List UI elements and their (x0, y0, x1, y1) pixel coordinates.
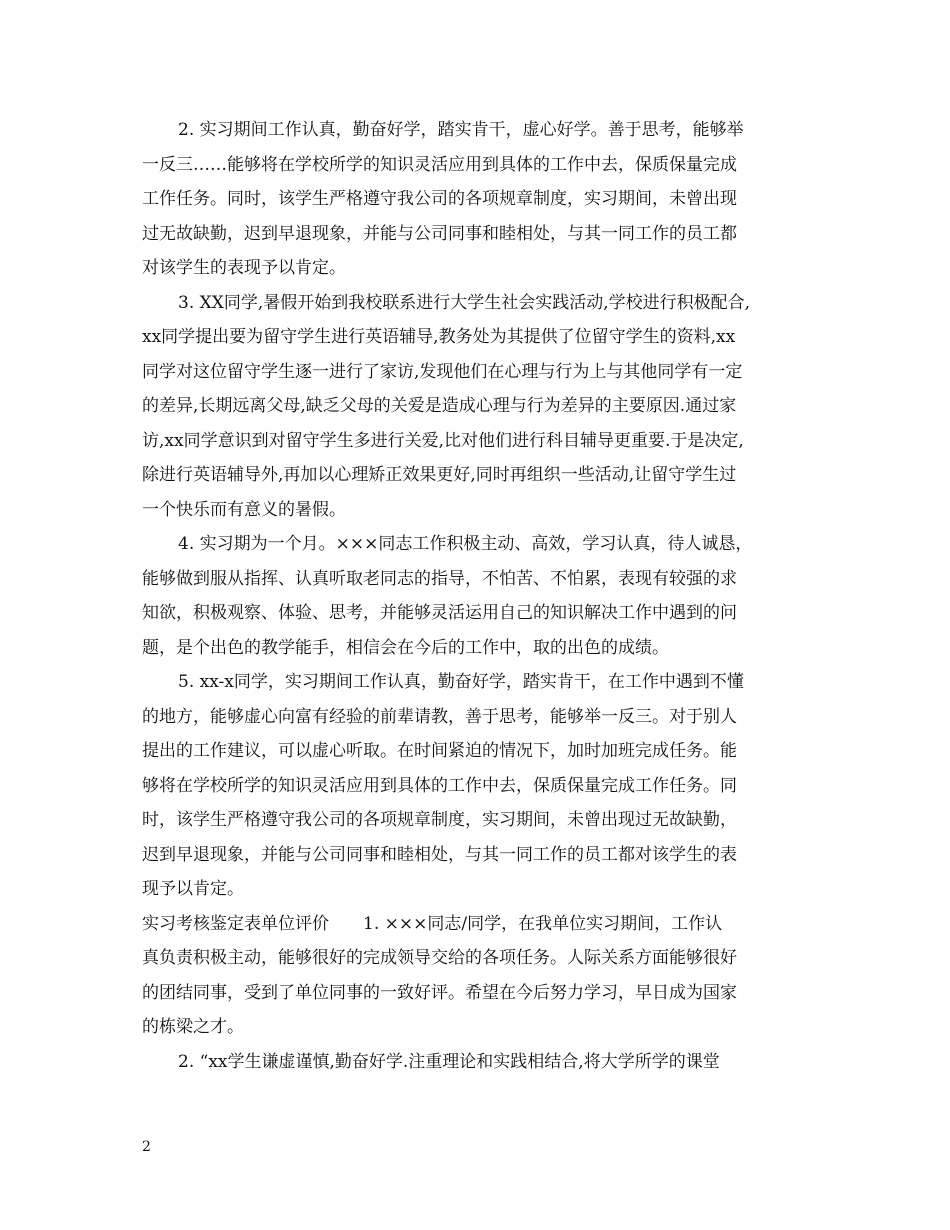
text-line: 时，该学生严格遵守我公司的各项规章制度，实习期间，未曾出现过无故缺勤， (142, 810, 737, 830)
text-line: 实习考核鉴定表单位评价 1. ×××同志/同学，在我单位实习期间，工作认 (142, 913, 723, 934)
text-line: 的地方，能够虚心向富有经验的前辈请教，善于思考，能够举一反三。对于别人 (142, 706, 737, 727)
text-line: 2. 实习期间工作认真，勤奋好学，踏实肯干，虚心好学。善于思考，能够举 (178, 120, 744, 140)
text-line: 够将在学校所学的知识灵活应用到具体的工作中去，保质保量完成工作任务。同 (142, 775, 737, 796)
text-line: 访,xx同学意识到对留守学生多进行关爱,比对他们进行科目辅导更重要.于是决定, (142, 430, 744, 451)
text-line: 5. xx-x同学，实习期间工作认真，勤奋好学，踏实肯干，在工作中遇到不懂 (178, 672, 744, 692)
text-line: 对该学生的表现予以肯定。 (142, 258, 346, 278)
text-line: 知欲，积极观察、体验、思考，并能够灵活运用自己的知识解决工作中遇到的问 (142, 603, 737, 623)
text-line: 的差异,长期远离父母,缺乏父母的关爱是造成心理与行为差异的主要原因.通过家 (142, 396, 737, 416)
paragraph-5 (142, 665, 812, 907)
text-line: 同学对这位留守学生逐一进行了家访,发现他们在心理与行为上与其他同学有一定 (142, 361, 743, 382)
paragraph-evaluation-2 (142, 1045, 812, 1080)
text-line: 迟到早退现象，并能与公司同事和睦相处，与其一同工作的员工都对该学生的表 (142, 844, 737, 865)
text-line: xx同学提出要为留守学生进行英语辅导,教务处为其提供了位留守学生的资料,xx (142, 327, 736, 347)
text-line: 真负责积极主动，能够很好的完成领导交给的各项任务。人际关系方面能够很好 (142, 948, 737, 968)
text-line: 一反三……能够将在学校所学的知识灵活应用到具体的工作中去，保质保量完成 (142, 154, 737, 175)
text-line: 过无故缺勤，迟到早退现象，并能与公司同事和睦相处，与其一同工作的员工都 (142, 223, 737, 244)
text-line: 能够做到服从指挥、认真听取老同志的指导，不怕苦、不怕累，表现有较强的求 (142, 568, 737, 589)
text-line: 4. 实习期为一个月。×××同志工作积极主动、高效，学习认真，待人诚恳， (178, 534, 753, 554)
document-body (142, 113, 812, 1079)
paragraph-4 (142, 527, 812, 665)
text-line: 题，是个出色的教学能手，相信会在今后的工作中，取的出色的成绩。 (142, 637, 669, 658)
text-line: 的栋梁之才。 (142, 1017, 244, 1037)
paragraph-2 (142, 113, 812, 286)
text-line: 工作任务。同时，该学生严格遵守我公司的各项规章制度，实习期间，未曾出现 (142, 189, 737, 209)
page-number: 2 (142, 1139, 151, 1155)
text-line: 3. XX同学,暑假开始到我校联系进行大学生社会实践活动,学校进行积极配合, (178, 292, 751, 313)
text-line: 除进行英语辅导外,再加以心理矫正效果更好,同时再组织一些活动,让留守学生过 (142, 465, 737, 485)
paragraph-3 (142, 286, 812, 528)
text-line: 2. “xx学生谦虚谨慎,勤奋好学.注重理论和实践相结合,将大学所学的课堂 (178, 1051, 720, 1072)
text-line: 现予以肯定。 (142, 879, 244, 899)
text-line: 提出的工作建议，可以虚心听取。在时间紧迫的情况下，加时加班完成任务。能 (142, 741, 737, 761)
paragraph-evaluation (142, 907, 812, 1045)
text-line: 的团结同事，受到了单位同事的一致好评。希望在今后努力学习，早日成为国家 (142, 982, 737, 1003)
text-line: 一个快乐而有意义的暑假。 (142, 499, 346, 520)
